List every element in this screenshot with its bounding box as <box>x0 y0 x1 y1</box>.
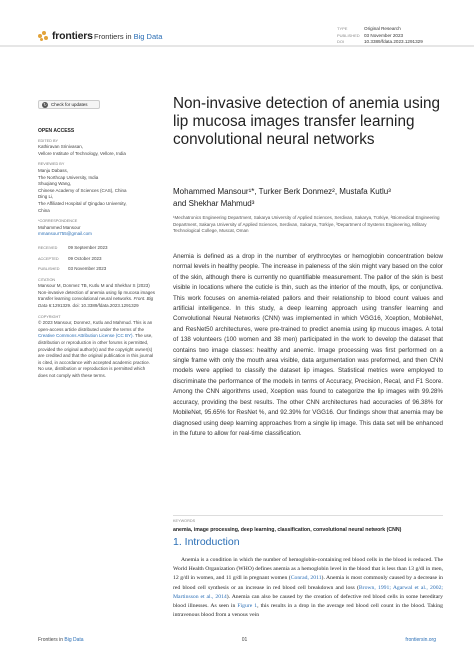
meta-published: PUBLISHED 03 November 2023 <box>337 32 404 38</box>
frontiers-logo[interactable] <box>38 30 93 42</box>
page-number: 01 <box>241 637 248 643</box>
journal-name[interactable]: Frontiers in Big Data <box>94 32 163 41</box>
keywords: anemia, image processing, deep learning, classification, convolutional neural network (CNN) <box>173 527 402 533</box>
abstract: Anemia is defined as a drop in the number of erythrocytes or hemoglobin concentration below normal levels in healthy people. The increase in paleness of the skin might vary based on the color of the skin, although there is currently no quantifiable measurement. The pallor of the skin is best visible in locations where the cuticle is thin, such as the interior of the mouth, lips, or conjunctiva. This work focuses on anemia-related pallors and their relationship to blood count values and artificial intelligence. In this study, a deep learning approach using transfer learning and Convolutional Neural Networks (CNN) was implemented in which VGG16, Xception, MobileNet, and ResNet50 architectures, were pre-trained to predict anemia using lip mucous images. A total of 138 volunteers (100 women and 38 men) participated in the work to develop the dataset that contains two image classes: healthy and anemic. Image processing was first performed on a single frame with only the mouth area visible, data argumentation was preformed, and then CNN models were applied to classify the dataset lip images. Statistical metrics were employed to discriminate the performance of the models in terms of Accuracy, Precision, Recal, and F1 Score. Among the CNN algorithms used, Xception was found to categorize the lip images with 99.28% accuracy, providing the best results. The other CNN architectures had accuracies of 96.38% for MobileNet, 95.65% for ResNet %, and 92.39% for VGG16. Our findings show that anemia may be diagnosed using deep learning approaches from a single lip image. This data set will be enhanced in the future to allow for real-time classification. <box>173 253 443 437</box>
citation-link[interactable]: Conrad, 2011 <box>290 575 322 582</box>
citation-text: Mansour M, Donmez TB, Kutlu M and Shekhar S (2023) Non-invasive detection of anemia using lip mucosa images transfer learning convolutional neural networks. Front. Big Data 6:1291329. doi: 10.3389/fdata.2023.1291329 <box>38 283 156 309</box>
open-access-label: OPEN ACCESS <box>38 128 75 134</box>
article-meta <box>337 26 423 46</box>
footer-site-link[interactable]: frontiersin.org <box>405 637 436 643</box>
author-list: Mohammed Mansour¹*, Turker Berk Donmez², Mustafa Kutlu³ and Shekhar Mahmud³ <box>173 187 391 208</box>
check-for-updates-button[interactable]: ↻ Check for updates <box>38 100 100 109</box>
introduction-text: Anemia is a condition in which the number of hemoglobin-containing red blood cells in the blood is reduced. The World Health Organization (WHO) defines anemia as a hemoglobin level in the blood that is less than 13 g/dl in men, 12 g/dl in women, and 11 g/dl in pregnant women (Conrad, 2011). Anemia is most commonly caused by a decrease in red blood cell synthesis or an increase in red blood cell breakdown and loss (Brown, 1991; Agarwal et al., 2002; Martinsson et al., 2014). Anemia can also be caused by the creation of defective red blood cells in some hereditary blood illnesses. As seen in Figure 1, this results in a drop in the average red blood cell count in the blood. Taking intravenous blood from a venous vein <box>173 557 444 619</box>
keywords-divider <box>173 515 443 516</box>
article-title: Non-invasive detection of anemia using lip mucosa images transfer learning convolutional neural networks <box>173 95 441 148</box>
citation-link[interactable]: Brown, 1991; Agarwal et al., 2002; Martinsson et al., 2014 <box>173 584 444 600</box>
copyright-text: © 2023 Mansour, Donmez, Kutlu and Mahmud. This is an open-access article distributed under the terms of the Creative Commons Attribution License (CC BY). The use, distribution or reproduction in other forums is permitted, provided the original author(s) and the copyright owner(s) are credited and that the original publication in this journal is cited, in accordance with accepted academic practice. No use, distribution or reproduction is permitted which does not comply with these terms. <box>38 320 154 378</box>
page-footer <box>38 637 436 643</box>
meta-type: TYPE Original Research <box>337 26 401 31</box>
sidebar: OPEN ACCESS EDITED BY Kathiravan Srinivasan, Vellore Institute of Technology, Vellore, India REVIEWED BY Manju Dabass, The Northcap University, India Shuqiang Wang, Chinese Academy of Sciences (CAS), China Ding Li, The Affiliated Hospital of Qingdao University, China *CORRESPONDENCE Mohammed Mansour mmansour755@gmail.com RECEIVED 09 September 2023 ACCEPTED 09 October 2023 PUBLISHED 03 November 2023 CITATION Mansour M, Donmez TB, Kutlu M and Shekhar S (2023) Non-invasive detection of anemia using lip mucosa images transfer learning convolutional neural networks. Front. Big Data 6:1291329. doi: 10.3389/fdata.2023.1291329 COPYRIGHT © 2023 Mansour, Donmez, Kutlu and Mahmud. This is an open-access article distributed under the terms of the Creative Commons Attribution License (CC BY). The use, distribution or reproduction in other forums is permitted, provided the original author(s) and the copyright owner(s) are credited and that the original publication in this journal is cited, in accordance with accepted academic practice. No use, distribution or reproduction is permitted which does not comply with these terms. <box>38 128 156 378</box>
license-link[interactable]: Creative Commons Attribution License (CC BY). <box>38 333 134 339</box>
article-dates: RECEIVED 09 September 2023 ACCEPTED 09 October 2023 PUBLISHED 03 November 2023 <box>38 244 108 272</box>
affiliations: ¹Mechatronics Engineering Department, Sakarya University of Applied Sciences, Serdivan, Sakarya, Türkiye, ²Biomedical Engineering Department, Sakarya University of Applied Sciences, Serdivan, Sakarya, Türkiye, ³Department of Systems Engineering, Military Technological College, Muscat, Oman <box>173 215 440 234</box>
section-heading: 1. Introduction <box>173 536 240 548</box>
footer-journal: Frontiers in Big Data <box>38 637 84 643</box>
header-divider <box>0 45 474 47</box>
frontiers-logo-icon <box>38 31 49 42</box>
correspondence-email-link[interactable]: mmansour755@gmail.com <box>38 231 92 237</box>
keywords-label: KEYWORDS <box>173 519 196 523</box>
meta-doi: DOI 10.3389/fdata.2023.1291329 <box>337 39 423 45</box>
figure-link[interactable]: Figure 1 <box>237 603 258 610</box>
brand-name: frontiers <box>52 30 93 42</box>
refresh-icon: ↻ <box>43 101 47 107</box>
